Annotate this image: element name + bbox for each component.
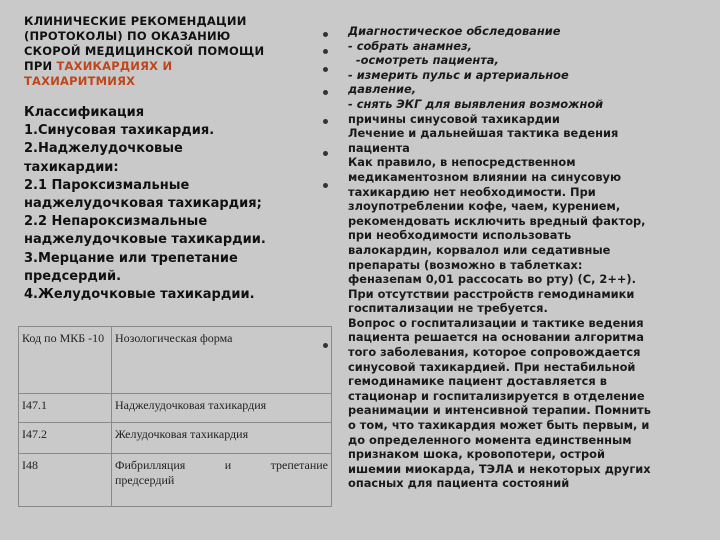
table-cell-form-line: Фибрилляция и трепетание [115,458,328,472]
table-header-code: Код по МКБ -10 [19,327,112,394]
classification-line: 2.Наджелудочковые [24,141,183,157]
table-header-form: Нозологическая форма [112,327,332,394]
title-accent: ТАХИАРИТМИЯХ [24,74,136,88]
bullet-icon [323,32,328,37]
text-line: давление, [348,82,417,97]
table-cell-form: Желудочковая тахикардия [112,423,332,454]
classification-line: предсердий. [24,268,122,284]
classification-line: наджелудочковая тахикардия; [24,196,262,212]
text-line: медикаментозном влиянии на синусовую [348,169,622,184]
text-line: валокардин, корвалол или седативные [348,242,611,257]
text-line: при необходимости использовать [348,228,572,243]
table-row [19,423,332,454]
bullet-column [320,0,334,540]
classification-line: 4.Желудочковые тахикардии. [24,287,255,303]
title-accent: ТАХИКАРДИЯХ И [56,59,173,73]
table-header-row [19,327,332,394]
title-line: СКОРОЙ МЕДИЦИНСКОЙ ПОМОЩИ [24,44,265,58]
text-line: рекомендовать исключить вредный фактор, [348,213,646,228]
bullet-icon [323,343,328,348]
text-line: синусовой тахикардией. При нестабильной [348,359,636,374]
table-cell-form: Наджелудочковая тахикардия [112,394,332,423]
text-line: пациента [348,140,410,155]
classification-line: Классификация [24,105,145,120]
text-line: - снять ЭКГ для выявления возможной [348,96,604,111]
table-row [19,394,332,423]
text-line: гемодинамике пациент доставляется в [348,374,607,389]
slide-title [24,14,304,89]
bullet-icon [323,151,328,156]
mkb-code-table [18,326,332,507]
text-line: препараты (возможно в таблетках: [348,257,583,272]
bullet-icon [323,90,328,95]
table-cell-form-line: предсердий [115,473,175,487]
right-column-text [348,24,694,491]
text-line: Вопрос о госпитализации и тактике ведения [348,315,644,330]
table-cell-code: I47.2 [19,423,112,454]
text-line: до определенного момента единственным [348,432,632,447]
classification-line: 2.1 Пароксизмальные [24,177,190,193]
text-line: злоупотреблении кофе, чаем, курением, [348,199,621,214]
title-line: КЛИНИЧЕСКИЕ РЕКОМЕНДАЦИИ [24,14,247,28]
text-line: о том, что тахикардия может быть первым, и [348,418,650,433]
text-line: стационар и госпитализируется в отделение [348,388,645,403]
classification-line: 2.2 Непароксизмальные [24,214,208,230]
text-line: опасных для пациента состояний [348,476,570,491]
bullet-icon [323,119,328,124]
text-line: феназепам 0,01 рассосать во рту) (С, 2++). [348,272,636,287]
text-line: признаком шока, кровопотери, острой [348,447,605,462]
text-line: Диагностическое обследование [348,24,561,38]
text-line: тахикардию нет необходимости. При [348,184,596,199]
bullet-icon [323,183,328,188]
table-cell-form [112,454,332,507]
classification-line: наджелудочковые тахикардии. [24,232,266,248]
title-line: (ПРОТОКОЛЫ) ПО ОКАЗАНИЮ [24,29,231,43]
text-line: Как правило, в непосредственном [348,155,576,170]
title-line [24,59,304,74]
text-line: пациента решается на основании алгоритма [348,330,644,345]
bullet-icon [323,67,328,72]
text-line: При отсутствии расстройств гемодинамики [348,286,635,301]
text-line: ишемии миокарда, ТЭЛА и некоторых других [348,461,651,476]
text-line: госпитализации не требуется. [348,301,548,316]
classification-line: 3.Мерцание или трепетание [24,250,238,266]
text-line: - собрать анамнез, [348,38,472,53]
text-line: - измерить пульс и артериальное [348,67,569,82]
text-line: -осмотреть пациента, [348,53,499,68]
classification-line: 1.Синусовая тахикардия. [24,123,215,139]
text-line: причины синусовой тахикардии [348,111,560,126]
table-row [19,454,332,507]
classification-line: тахикардии: [24,159,119,175]
title-line-prefix: ПРИ [24,59,57,73]
bullet-icon [323,49,328,54]
text-line: того заболевания, которое сопровождается [348,345,641,360]
table-cell-code: I47.1 [19,394,112,423]
table-cell-code: I48 [19,454,112,507]
classification-list [24,104,314,304]
text-line: реанимации и интенсивной терапии. Помнить [348,403,651,418]
text-line: Лечение и дальнейшая тактика ведения [348,126,619,141]
